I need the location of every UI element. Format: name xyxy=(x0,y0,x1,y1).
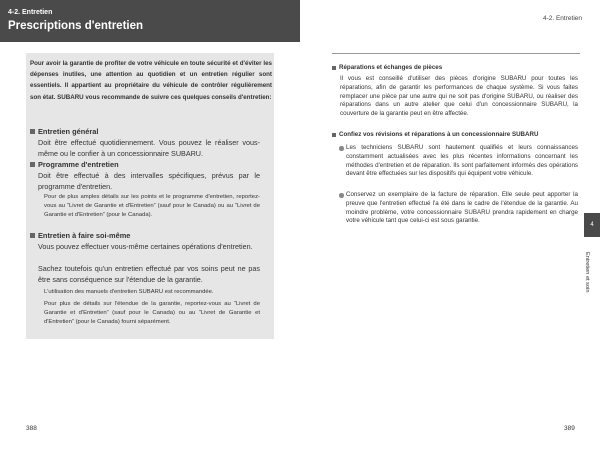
page-number-left: 388 xyxy=(26,425,37,432)
section-tag-right: 4-2. Entretien xyxy=(542,15,582,22)
round-bullet-icon xyxy=(339,146,344,151)
section-body: Doit être effectué quotidiennement. Vous pouvez le réaliser vous-même ou le confier à un concessionnaire SUBARU. xyxy=(38,138,260,159)
header-bar-right xyxy=(300,0,600,26)
chapter-label: Entretien et soin xyxy=(584,252,590,293)
square-bullet-icon xyxy=(30,233,35,238)
section-title: Programme d'entretien xyxy=(38,160,119,169)
section-heading-programme xyxy=(30,160,119,169)
chapter-tab xyxy=(584,213,600,237)
right-divider xyxy=(332,53,580,54)
square-bullet-icon xyxy=(332,66,336,70)
section-note: L'utilisation des manuels d'entretien SUBARU est recommandée. xyxy=(44,289,214,295)
page-number-right: 389 xyxy=(564,425,575,432)
section-body: Vous pouvez effectuer vous-même certaines opérations d'entretien. xyxy=(38,242,253,251)
intro-paragraph: Pour avoir la garantie de profiter de votre véhicule en toute sécurité et d'éviter les dépenses inutiles, une attention au quotidien et un entretien régulier sont essentiels. Il appartient au propriétaire du véhicule de contrôler régulièrement son état. SUBARU vous recommande de suivre ces quelques conseils d'entretien: xyxy=(30,60,272,101)
square-bullet-icon xyxy=(30,129,35,134)
section-body-warranty: Sachez toutefois qu'un entretien effectué par vos soins peut ne pas être sans conséquence sur l'étendue de la garantie. xyxy=(38,264,260,285)
section-note-warranty: Pour plus de détails sur l'étendue de la garantie, reportez-vous au “Livret de Garantie et d'Entretien” (sauf pour le Canada) ou au “Livret de Garantie et d'Entretien” (pour le Canada) fourni séparément. xyxy=(44,301,260,325)
dealer-heading: Confiez vos révisions et réparations à un concessionnaire SUBARU xyxy=(332,131,538,138)
section-note: Pour de plus amples détails sur les points et le programme d'entretien, reportez-vous au “Livret de Garantie et d'Entretien” (sauf pour le Canada) ou au “Livret de Garantie et d'Entretien” (pour le Canada). xyxy=(44,194,260,218)
round-bullet-icon xyxy=(339,193,344,198)
section-heading-general xyxy=(30,127,98,136)
square-bullet-icon xyxy=(332,133,336,137)
list-item: Conservez un exemplaire de la facture de réparation. Elle seule peut apporter la preuve que l'entretien effectué l'a été dans le cadre de l'étendue de la garantie. Au moindre problème, votre concessionnaire SUBARU prendra rapidement en charge votre véhicule tant que celui-ci est sous garantie. xyxy=(346,191,578,225)
section-body: Doit être effectué à des intervalles spécifiques, prévus par le programme d'entretien. xyxy=(38,171,260,192)
section-title: Entretien général xyxy=(38,127,99,136)
page-title: Prescriptions d'entretien xyxy=(8,20,144,32)
section-tag-left: 4-2. Entretien xyxy=(8,9,53,16)
section-heading-diy xyxy=(30,231,130,240)
repairs-paragraph: Il vous est conseillé d'utiliser des pièces d'origine SUBARU pour toutes les réparations, afin de garantir les performances de chaque système. Si vous faites remplacer une pièce par une autre qui ne soit pas d'origine SUBARU, ou réaliser des réparations dans un autre atelier que celui d'un concessionnaire SUBARU, la couverture de la garantie peut en être affectée. xyxy=(340,75,578,118)
square-bullet-icon xyxy=(30,162,35,167)
chapter-number: 4 xyxy=(590,222,594,228)
repairs-heading: Réparations et échanges de pièces xyxy=(332,64,442,71)
section-title: Entretien à faire soi-même xyxy=(38,231,131,240)
list-item: Les techniciens SUBARU sont hautement qualifiés et leurs connaissances constamment actualisées avec les plus récentes informations concernant les méthodes d'entretien et de réparation. Ils sont parfaitement informés des opérations devant être effectuées sur les dispositifs qui équipent votre véhicule. xyxy=(346,144,578,178)
